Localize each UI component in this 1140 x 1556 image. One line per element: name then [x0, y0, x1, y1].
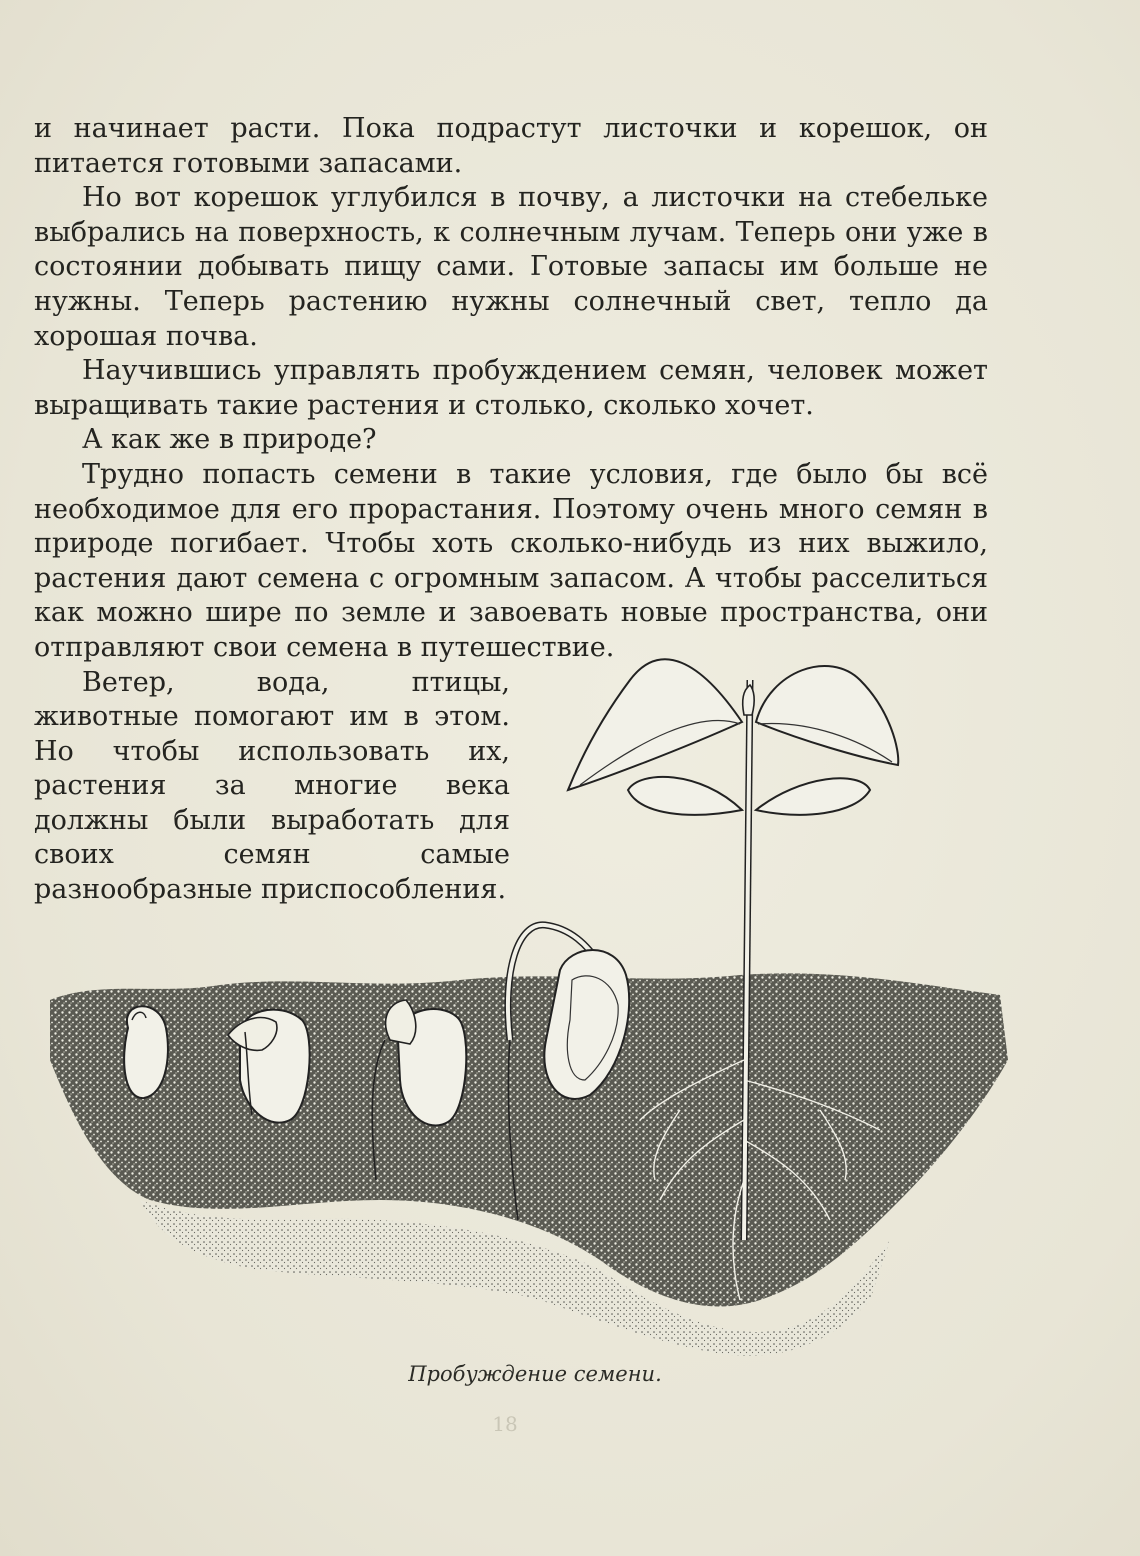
paragraph-5: Трудно попасть семени в такие условия, где было бы всё необходимое для его прорастания. Поэтому очень много семян в природе погибает. Чтобы хоть сколько-нибудь из них выжило, растения дают семена с огромным запасом. А чтобы расселиться как можно шире по земле и завоевать новые пространства, они отправляют свои семена в путешествие. — [34, 458, 988, 663]
figure-caption: Пробуждение семени. — [408, 1362, 662, 1386]
paragraph-3: Научившись управлять пробуждением семян, человек может выращивать такие растения и столько, сколько хочет. — [34, 355, 988, 421]
paragraph-4: А как же в природе? — [82, 424, 377, 456]
paragraph-1: и начинает расти. Пока подрастут листочки и корешок, он питается готовыми запасами. — [34, 113, 988, 179]
seed-stage-1 — [124, 1006, 168, 1098]
seed-germination-illustration — [40, 640, 1020, 1360]
paragraph-2: Но вот корешок углубился в почву, а листочки на стебельке выбрались на поверхность, к солнечным лучам. Теперь они уже в состоянии добывать пищу сами. Готовые запасы им больше не нужны. Теперь растению нужны солнечный свет, тепло да хорошая почва. — [34, 182, 988, 352]
paragraph-6: Ветер, вода, птицы, животные помогают им в этом. Но чтобы использовать их, растения за многие века должны были выработать для своих семян самые разнообразные приспособления. — [34, 666, 510, 906]
page-number: 18 — [492, 1412, 518, 1436]
